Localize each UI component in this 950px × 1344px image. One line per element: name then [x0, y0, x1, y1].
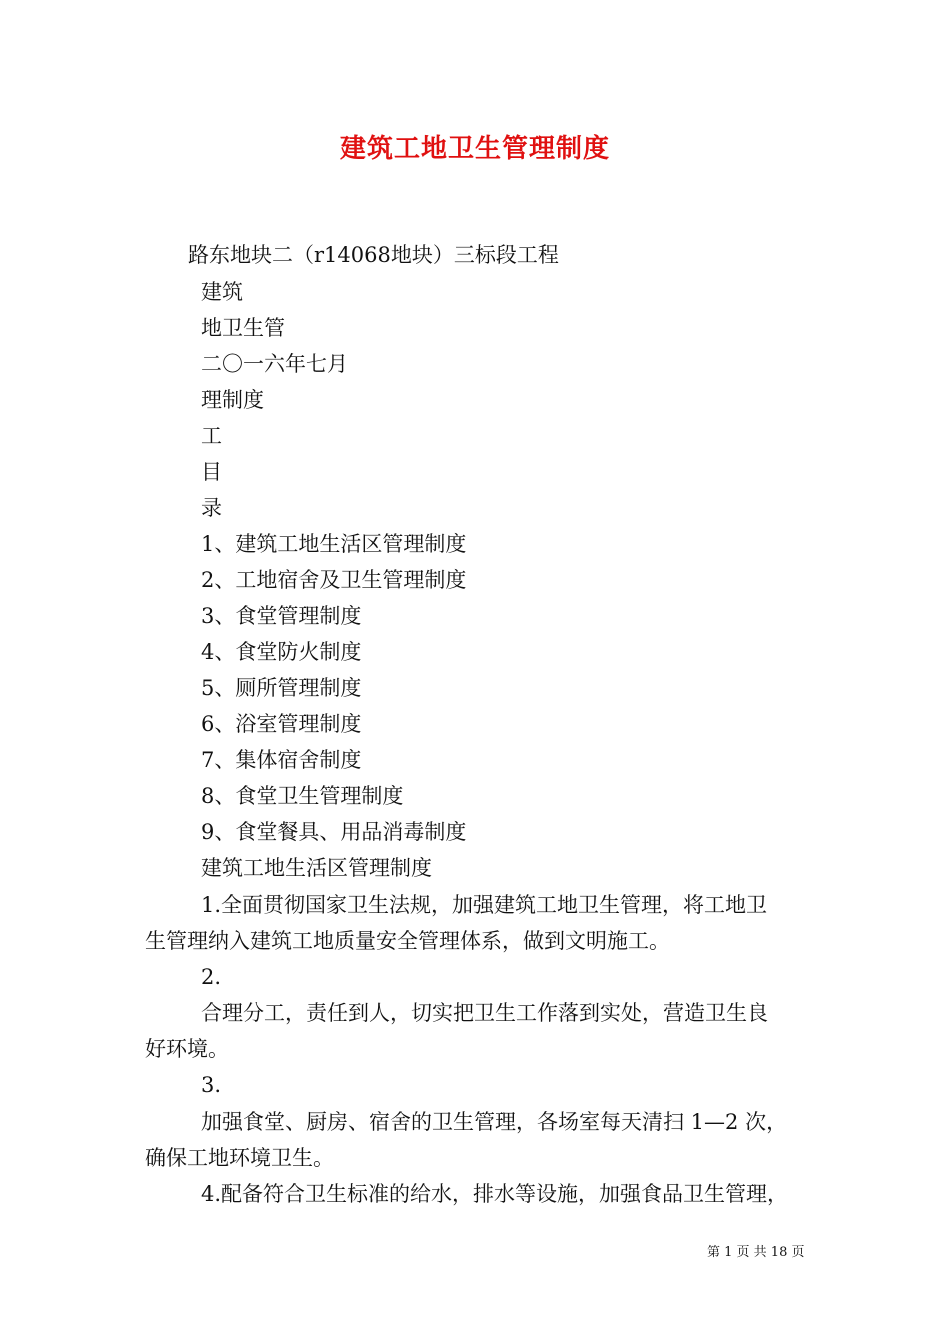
toc-item: 1、建筑工地生活区管理制度	[201, 532, 467, 556]
cover-title-fragment: 理制度	[201, 388, 264, 412]
paragraph-number: 2.	[201, 965, 222, 989]
toc-item: 6、浴室管理制度	[201, 712, 362, 736]
paragraph-line: 确保工地环境卫生。	[145, 1146, 334, 1170]
toc-item: 7、集体宿舍制度	[201, 748, 362, 772]
paragraph-line: 生管理纳入建筑工地质量安全管理体系，做到文明施工。	[145, 929, 670, 953]
toc-item: 9、食堂餐具、用品消毒制度	[201, 820, 467, 844]
cover-title-fragment: 建筑	[201, 280, 243, 304]
toc-item: 4、食堂防火制度	[201, 640, 362, 664]
paragraph-number: 3.	[201, 1073, 222, 1097]
page-footer: 第 1 页 共 18 页	[707, 1245, 805, 1260]
paragraph-line: 加强食堂、厨房、宿舍的卫生管理，各场室每天清扫 1—2 次，	[201, 1110, 788, 1134]
toc-item: 8、食堂卫生管理制度	[201, 784, 404, 808]
paragraph-line: 合理分工，责任到人，切实把卫生工作落到实处，营造卫生良	[201, 1001, 768, 1025]
cover-project-name: 路东地块二（r14068地块）三标段工程	[188, 243, 559, 267]
cover-date: 二〇一六年七月	[201, 352, 348, 376]
toc-item: 2、工地宿舍及卫生管理制度	[201, 568, 467, 592]
document-title: 建筑工地卫生管理制度	[339, 134, 610, 164]
paragraph-line: 好环境。	[145, 1037, 229, 1061]
toc-item: 5、厕所管理制度	[201, 676, 362, 700]
paragraph-line: 1.全面贯彻国家卫生法规，加强建筑工地卫生管理，将工地卫	[201, 893, 768, 917]
cover-title-fragment: 地卫生管	[201, 316, 285, 340]
section-title: 建筑工地生活区管理制度	[201, 856, 432, 880]
toc-heading: 目	[201, 460, 222, 484]
toc-item: 3、食堂管理制度	[201, 604, 362, 628]
paragraph-line: 4.配备符合卫生标准的给水，排水等设施，加强食品卫生管理，	[201, 1182, 789, 1206]
cover-title-fragment: 工	[201, 424, 222, 448]
toc-heading: 录	[201, 496, 222, 520]
